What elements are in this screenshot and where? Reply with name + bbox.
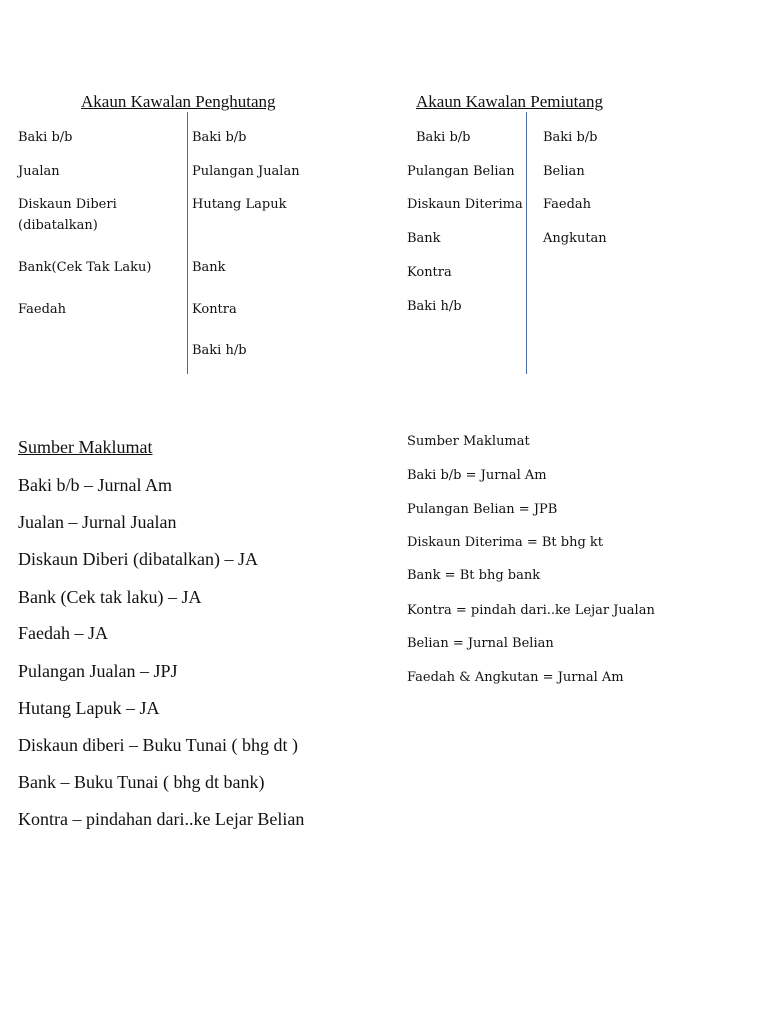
- sumber-right-item: Kontra = pindah dari..ke Lejar Jualan: [407, 603, 655, 618]
- penghutang-t-divider: [187, 112, 188, 374]
- sumber-left-item: Baki b/b – Jurnal Am: [18, 475, 172, 495]
- pemiutang-credit-item: Belian: [543, 164, 585, 179]
- pemiutang-credit-item: Baki b/b: [543, 130, 598, 145]
- penghutang-debit-item: Faedah: [18, 302, 67, 317]
- sumber-left-item: Bank – Buku Tunai ( bhg dt bank): [18, 772, 265, 792]
- pemiutang-debit-item: Bank: [407, 231, 441, 246]
- sumber-left-item: Diskaun Diberi (dibatalkan) – JA: [18, 549, 258, 569]
- pemiutang-debit-item: Baki h/b: [407, 299, 462, 314]
- penghutang-debit-item: Baki b/b: [18, 130, 73, 145]
- sumber-left-item: Hutang Lapuk – JA: [18, 698, 160, 718]
- pemiutang-debit-item: Kontra: [407, 265, 452, 280]
- sumber-left-heading: Sumber Maklumat: [18, 437, 153, 457]
- penghutang-credit-item: Kontra: [192, 302, 237, 317]
- penghutang-title: Akaun Kawalan Penghutang: [81, 92, 276, 111]
- penghutang-credit-item: Pulangan Jualan: [192, 164, 300, 179]
- pemiutang-t-divider: [526, 112, 527, 374]
- sumber-right-heading: Sumber Maklumat: [407, 434, 530, 449]
- pemiutang-credit-item: Angkutan: [543, 231, 607, 246]
- sumber-left-item: Jualan – Jurnal Jualan: [18, 512, 177, 532]
- sumber-left-item: Bank (Cek tak laku) – JA: [18, 587, 202, 607]
- penghutang-debit-item: Jualan: [18, 164, 60, 179]
- penghutang-credit-item: Hutang Lapuk: [192, 197, 287, 212]
- sumber-right-item: Bank = Bt bhg bank: [407, 568, 541, 583]
- sumber-right-item: Faedah & Angkutan = Jurnal Am: [407, 670, 624, 685]
- penghutang-credit-item: Baki h/b: [192, 343, 247, 358]
- penghutang-debit-item: Diskaun Diberi: [18, 197, 117, 212]
- pemiutang-debit-item: Diskaun Diterima: [407, 197, 523, 212]
- penghutang-credit-item: Baki b/b: [192, 130, 247, 145]
- sumber-right-item: Belian = Jurnal Belian: [407, 636, 554, 651]
- sumber-left-item: Diskaun diberi – Buku Tunai ( bhg dt ): [18, 735, 299, 755]
- sumber-right-item: Baki b/b = Jurnal Am: [407, 468, 547, 483]
- penghutang-debit-item: Bank(Cek Tak Laku): [18, 260, 152, 275]
- sumber-left-item: Kontra – pindahan dari..ke Lejar Belian: [18, 809, 305, 829]
- pemiutang-debit-item: Baki b/b: [416, 130, 471, 145]
- pemiutang-title: Akaun Kawalan Pemiutang: [416, 92, 603, 111]
- sumber-left-item: Pulangan Jualan – JPJ: [18, 661, 178, 681]
- penghutang-credit-item: Bank: [192, 260, 226, 275]
- sumber-right-item: Diskaun Diterima = Bt bhg kt: [407, 535, 604, 550]
- sumber-right-item: Pulangan Belian = JPB: [407, 502, 558, 517]
- pemiutang-debit-item: Pulangan Belian: [407, 164, 515, 179]
- sumber-left-item: Faedah – JA: [18, 623, 108, 643]
- pemiutang-credit-item: Faedah: [543, 197, 592, 212]
- penghutang-debit-item: (dibatalkan): [18, 218, 98, 233]
